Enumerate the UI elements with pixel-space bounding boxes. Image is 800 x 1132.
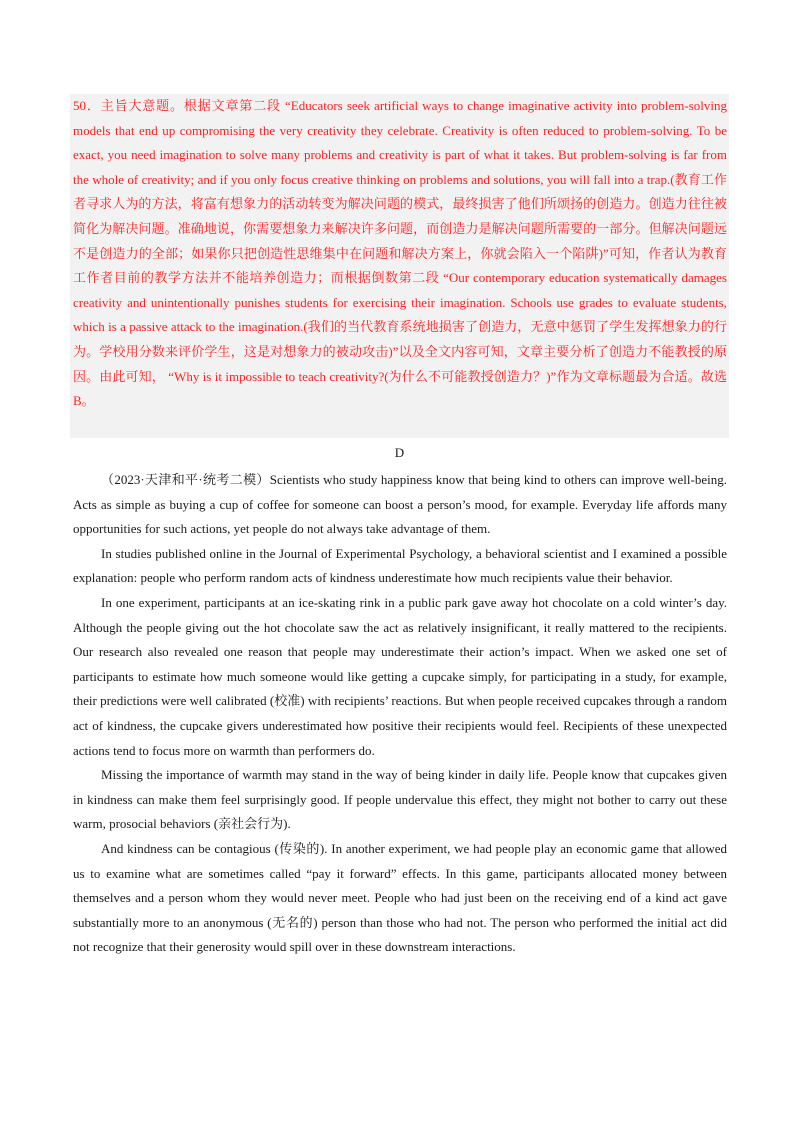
passage-paragraph: In one experiment, participants at an ice-skating rink in a public park gave away hot chocolate on a cold winter’s day. Although the people giving out the hot chocolate saw the act as relatively insignificant, it really mattered to the recipients. Our research also revealed one reason that people may underestimate their action’s impact. When we asked one set of participants to estimate how much someone would like getting a cupcake simply, for participating in a study, for example, their predictions were well calibrated (校准) with recipients’ reactions. But when people received cupcakes through a random act of kindness, the cupcake givers underestimated how positive their recipients would feel. Recipients of these unexpected actions tend to focus more on warmth than performers do. xyxy=(73,594,727,758)
answer-explanation-block xyxy=(70,94,729,438)
reading-passage xyxy=(73,468,727,960)
answer-explanation-text: 50．主旨大意题。根据文章第二段 “Educators seek artificial ways to change imaginative activity into problem-solving models that end up compromising the very creativity they celebrate. Creativity is often reduced to problem-solving. To be exact, you need imagination to solve many problems and creativity is part of what it takes. But problem-solving is far from the whole of creativity; and if you only focus creative thinking on problems and solutions, you will fall into a trap.(教育工作者寻求人为的方法，将富有想象力的活动转变为解决问题的模式，最终损害了他们所颂扬的创造力。创造力往往被简化为解决问题。准确地说，你需要想象力来解决许多问题，而创造力是解决问题所需要的一部分。但解决问题远不是创造力的全部；如果你只把创造性思维集中在问题和解决方案上，你就会陷入一个陷阱)”可知，作者认为教育工作者目前的教学方法并不能培养创造力；而根据倒数第二段 “Our contemporary education systematically damages creativity and unintentionally punishes students for exercising their imagination. Schools use grades to evaluate students, which is a passive attack to the imagination.(我们的当代教育系统地损害了创造力，无意中惩罚了学生发挥想象力的行为。学校用分数来评价学生，这是对想象力的被动攻击)”以及全文内容可知，文章主要分析了创造力不能教授的原因。由此可知， “Why is it impossible to teach creativity?(为什么不可能教授创造力？)”作为文章标题最为合适。故选B。 xyxy=(73,98,727,409)
section-heading: D xyxy=(394,445,405,460)
passage-paragraph: And kindness can be contagious (传染的). In another experiment, we had people play an economic game that allowed us to examine what are sometimes called “pay it forward” effects. In this game, participants allocated money between themselves and a person whom they would never meet. People who had just been on the receiving end of a kind act gave substantially more to an anonymous (无名的) person than those who had not. The person who performed the initial act did not recognize that their generosity would spill over in these downstream interactions. xyxy=(73,840,727,955)
passage-paragraph: （2023·天津和平·统考二模）Scientists who study happiness know that being kind to others can improve well-being. Acts as simple as buying a cup of coffee for someone can boost a person’s mood, for example. Everyday life affords many opportunities for such actions, yet people do not always take advantage of them. xyxy=(73,472,727,537)
passage-paragraph: Missing the importance of warmth may stand in the way of being kinder in daily life. People know that cupcakes given in kindness can make them feel surprisingly good. If people undervalue this effect, they might not bother to carry out these warm, prosocial behaviors (亲社会行为). xyxy=(73,767,727,832)
passage-paragraph: In studies published online in the Journal of Experimental Psychology, a behavioral scientist and I examined a possible explanation: people who perform random acts of kindness underestimate how much recipients value their behavior. xyxy=(73,545,727,586)
